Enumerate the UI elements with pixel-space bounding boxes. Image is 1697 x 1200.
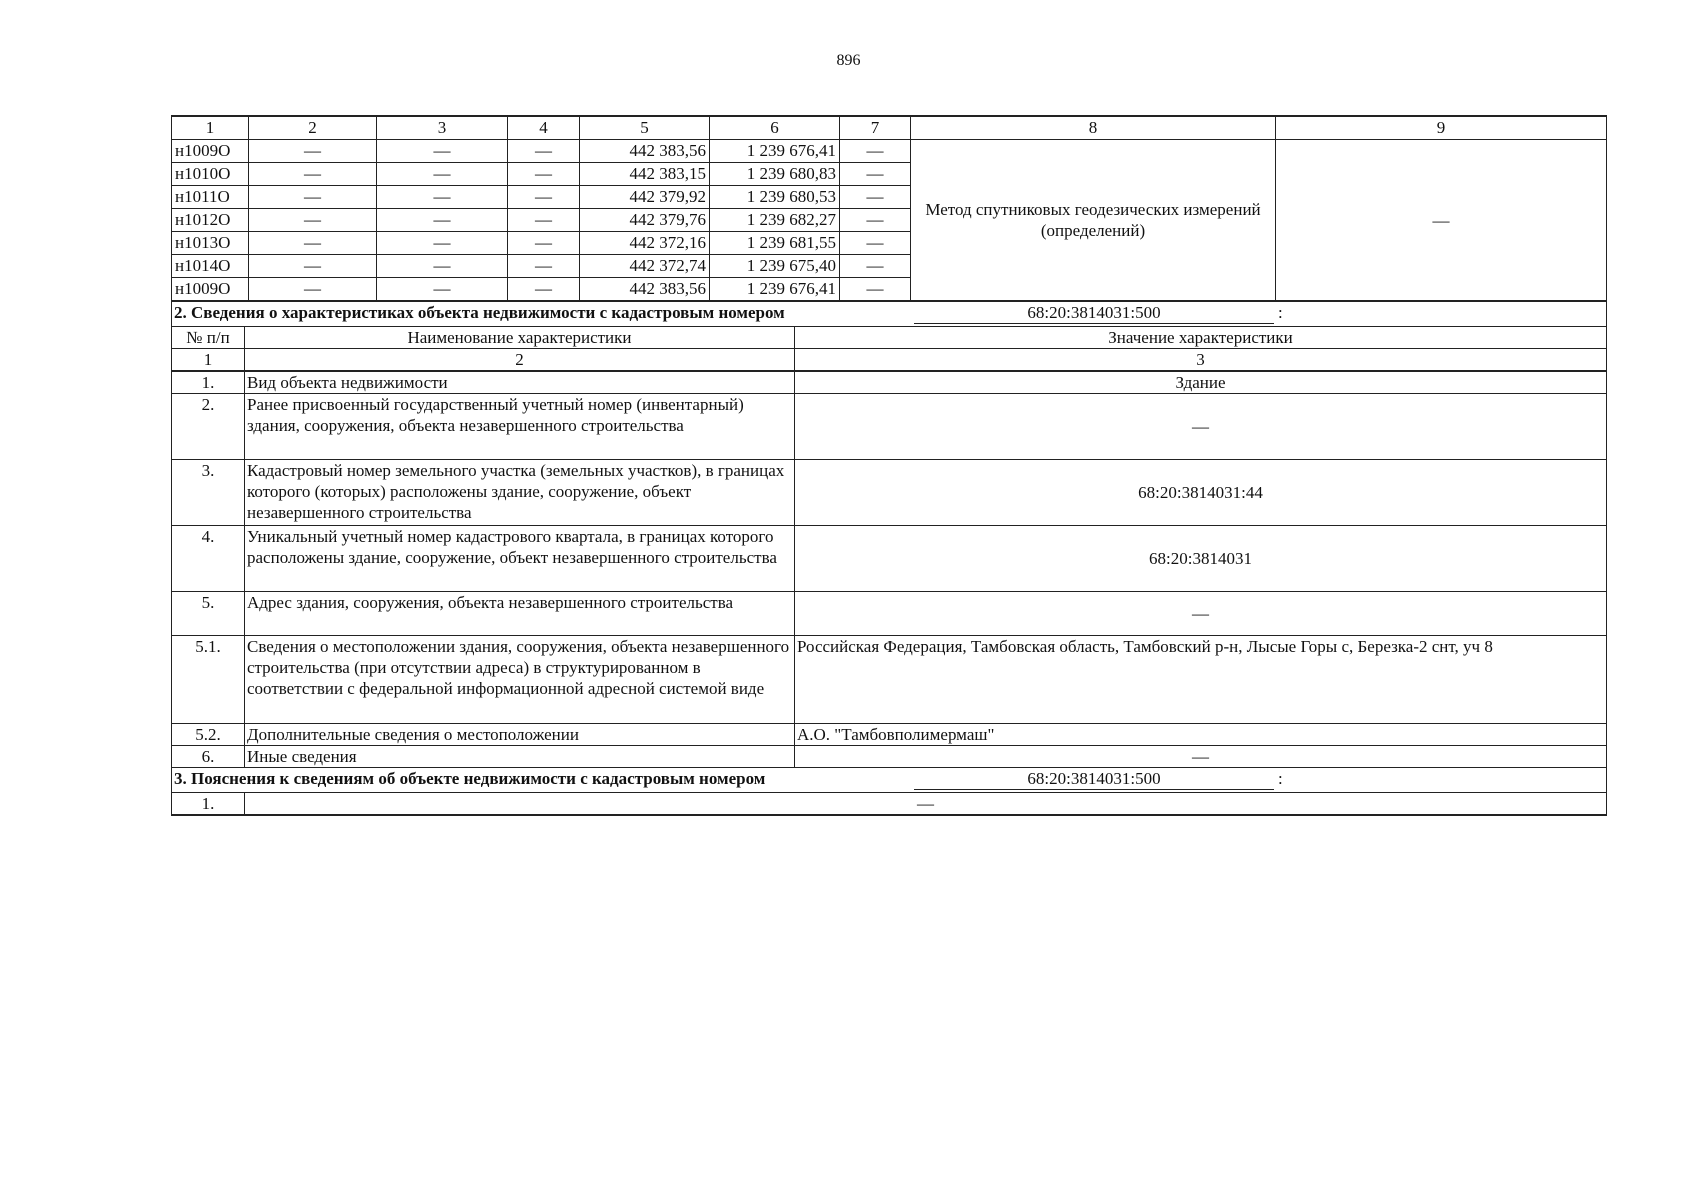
point-id: н1014О: [172, 255, 249, 278]
header-name: Наименование характеристики: [245, 327, 795, 349]
point-id: н1009О: [172, 278, 249, 301]
col-header-7: 7: [840, 116, 911, 140]
row-num: 4.: [172, 526, 245, 592]
section-3-header: [172, 768, 1607, 793]
section-2-cadastral-number: 68:20:3814031:500: [914, 303, 1274, 324]
table-row: [172, 793, 1607, 816]
coord-y: 1 239 681,55: [710, 232, 840, 255]
cell-dash: —: [840, 255, 911, 278]
cell-dash: —: [377, 186, 508, 209]
coord-x: 442 383,56: [580, 278, 710, 301]
cell-dash: —: [508, 209, 580, 232]
section-3-title: 3. Пояснения к сведениям об объекте недвижимости с кадастровым номером: [174, 769, 766, 788]
col-header-3: 3: [377, 116, 508, 140]
cell-dash: —: [249, 278, 377, 301]
cell-dash: —: [840, 232, 911, 255]
row-value: 68:20:3814031:44: [795, 460, 1607, 526]
cell-dash: —: [249, 140, 377, 163]
cell-dash: —: [508, 140, 580, 163]
section-3-cadastral-number: 68:20:3814031:500: [914, 769, 1274, 790]
cell-dash: —: [840, 163, 911, 186]
row-value: А.О. "Тамбовполимермаш": [795, 724, 1607, 746]
row-name: Иные сведения: [245, 746, 795, 768]
char-header-nums-row: [172, 349, 1607, 372]
cell-dash: —: [377, 232, 508, 255]
row-num: 5.: [172, 592, 245, 636]
row-value: —: [245, 793, 1607, 816]
row-value: —: [795, 592, 1607, 636]
col-header-9: 9: [1276, 116, 1607, 140]
point-id: н1009О: [172, 140, 249, 163]
section-2-header: [172, 302, 1607, 327]
coord-x: 442 383,15: [580, 163, 710, 186]
header-value: Значение характеристики: [795, 327, 1607, 349]
cell-dash: —: [249, 209, 377, 232]
row-num: 3.: [172, 460, 245, 526]
row-num: 2.: [172, 394, 245, 460]
row-name: Сведения о местоположении здания, сооружения, объекта незавершенного строительства (при отсутствии адреса) в структурированном в соответствии с федеральной информационной адресной системой виде: [245, 636, 795, 724]
cell-dash: —: [508, 232, 580, 255]
row-value: 68:20:3814031: [795, 526, 1607, 592]
point-id: н1013О: [172, 232, 249, 255]
cell-dash: —: [377, 140, 508, 163]
cell-dash: —: [840, 209, 911, 232]
page-number: 896: [836, 52, 861, 69]
cell-dash: —: [377, 163, 508, 186]
row-name: Кадастровый номер земельного участка (земельных участков), в границах которого (которых) расположены здание, сооружение, объект незавершенного строительства: [245, 460, 795, 526]
header-num-3: 3: [795, 349, 1607, 372]
coord-y: 1 239 676,41: [710, 140, 840, 163]
col9-cell: —: [1276, 140, 1607, 301]
table-row: [172, 724, 1607, 746]
coord-x: 442 379,76: [580, 209, 710, 232]
header-num-2: 2: [245, 349, 795, 372]
point-id: н1012О: [172, 209, 249, 232]
col-header-6: 6: [710, 116, 840, 140]
point-id: н1010О: [172, 163, 249, 186]
cell-dash: —: [249, 186, 377, 209]
cell-dash: —: [249, 163, 377, 186]
row-num: 1.: [172, 793, 245, 816]
table-row: [172, 140, 1607, 163]
section-2-title: 2. Сведения о характеристиках объекта недвижимости с кадастровым номером: [174, 303, 785, 322]
col-header-8: 8: [911, 116, 1276, 140]
cell-dash: —: [840, 186, 911, 209]
coord-x: 442 379,92: [580, 186, 710, 209]
cell-dash: —: [249, 232, 377, 255]
cell-dash: —: [377, 209, 508, 232]
row-name: Дополнительные сведения о местоположении: [245, 724, 795, 746]
characteristics-table: [171, 301, 1607, 816]
coord-x: 442 372,16: [580, 232, 710, 255]
method-cell: Метод спутниковых геодезических измерений (определений): [911, 140, 1276, 301]
table-row: [172, 460, 1607, 526]
table-row: [172, 371, 1607, 394]
row-name: Вид объекта недвижимости: [245, 371, 795, 394]
row-num: 1.: [172, 371, 245, 394]
header-num: № п/п: [172, 327, 245, 349]
table-row: [172, 394, 1607, 460]
coord-y: 1 239 680,83: [710, 163, 840, 186]
cell-dash: —: [508, 255, 580, 278]
table-row: [172, 526, 1607, 592]
col-header-4: 4: [508, 116, 580, 140]
table-row: [172, 636, 1607, 724]
row-num: 5.1.: [172, 636, 245, 724]
char-header-row: [172, 327, 1607, 349]
col-header-2: 2: [249, 116, 377, 140]
row-value: —: [795, 394, 1607, 460]
coord-y: 1 239 682,27: [710, 209, 840, 232]
cell-dash: —: [840, 140, 911, 163]
row-name: Уникальный учетный номер кадастрового квартала, в границах которого расположены здание, сооружение, объект незавершенного строительства: [245, 526, 795, 592]
coord-y: 1 239 680,53: [710, 186, 840, 209]
coord-x: 442 383,56: [580, 140, 710, 163]
section-2-colon: :: [1278, 303, 1283, 322]
coord-y: 1 239 675,40: [710, 255, 840, 278]
col-header-1: 1: [172, 116, 249, 140]
section-3-colon: :: [1278, 769, 1283, 788]
cell-dash: —: [840, 278, 911, 301]
row-value: Российская Федерация, Тамбовская область, Тамбовский р-н, Лысые Горы с, Березка-2 снт, уч 8: [795, 636, 1607, 724]
point-id: н1011О: [172, 186, 249, 209]
col-header-5: 5: [580, 116, 710, 140]
cell-dash: —: [508, 163, 580, 186]
row-num: 5.2.: [172, 724, 245, 746]
row-num: 6.: [172, 746, 245, 768]
row-value: Здание: [795, 371, 1607, 394]
row-value: —: [795, 746, 1607, 768]
coord-x: 442 372,74: [580, 255, 710, 278]
coord-y: 1 239 676,41: [710, 278, 840, 301]
cell-dash: —: [377, 255, 508, 278]
row-name: Адрес здания, сооружения, объекта незавершенного строительства: [245, 592, 795, 636]
header-num-1: 1: [172, 349, 245, 372]
cell-dash: —: [508, 278, 580, 301]
cell-dash: —: [249, 255, 377, 278]
cell-dash: —: [377, 278, 508, 301]
coordinates-table: [171, 115, 1607, 301]
row-name: Ранее присвоенный государственный учетный номер (инвентарный) здания, сооружения, объекта незавершенного строительства: [245, 394, 795, 460]
table-row: [172, 746, 1607, 768]
table-row: [172, 592, 1607, 636]
coordinates-header-row: [172, 116, 1607, 140]
cell-dash: —: [508, 186, 580, 209]
